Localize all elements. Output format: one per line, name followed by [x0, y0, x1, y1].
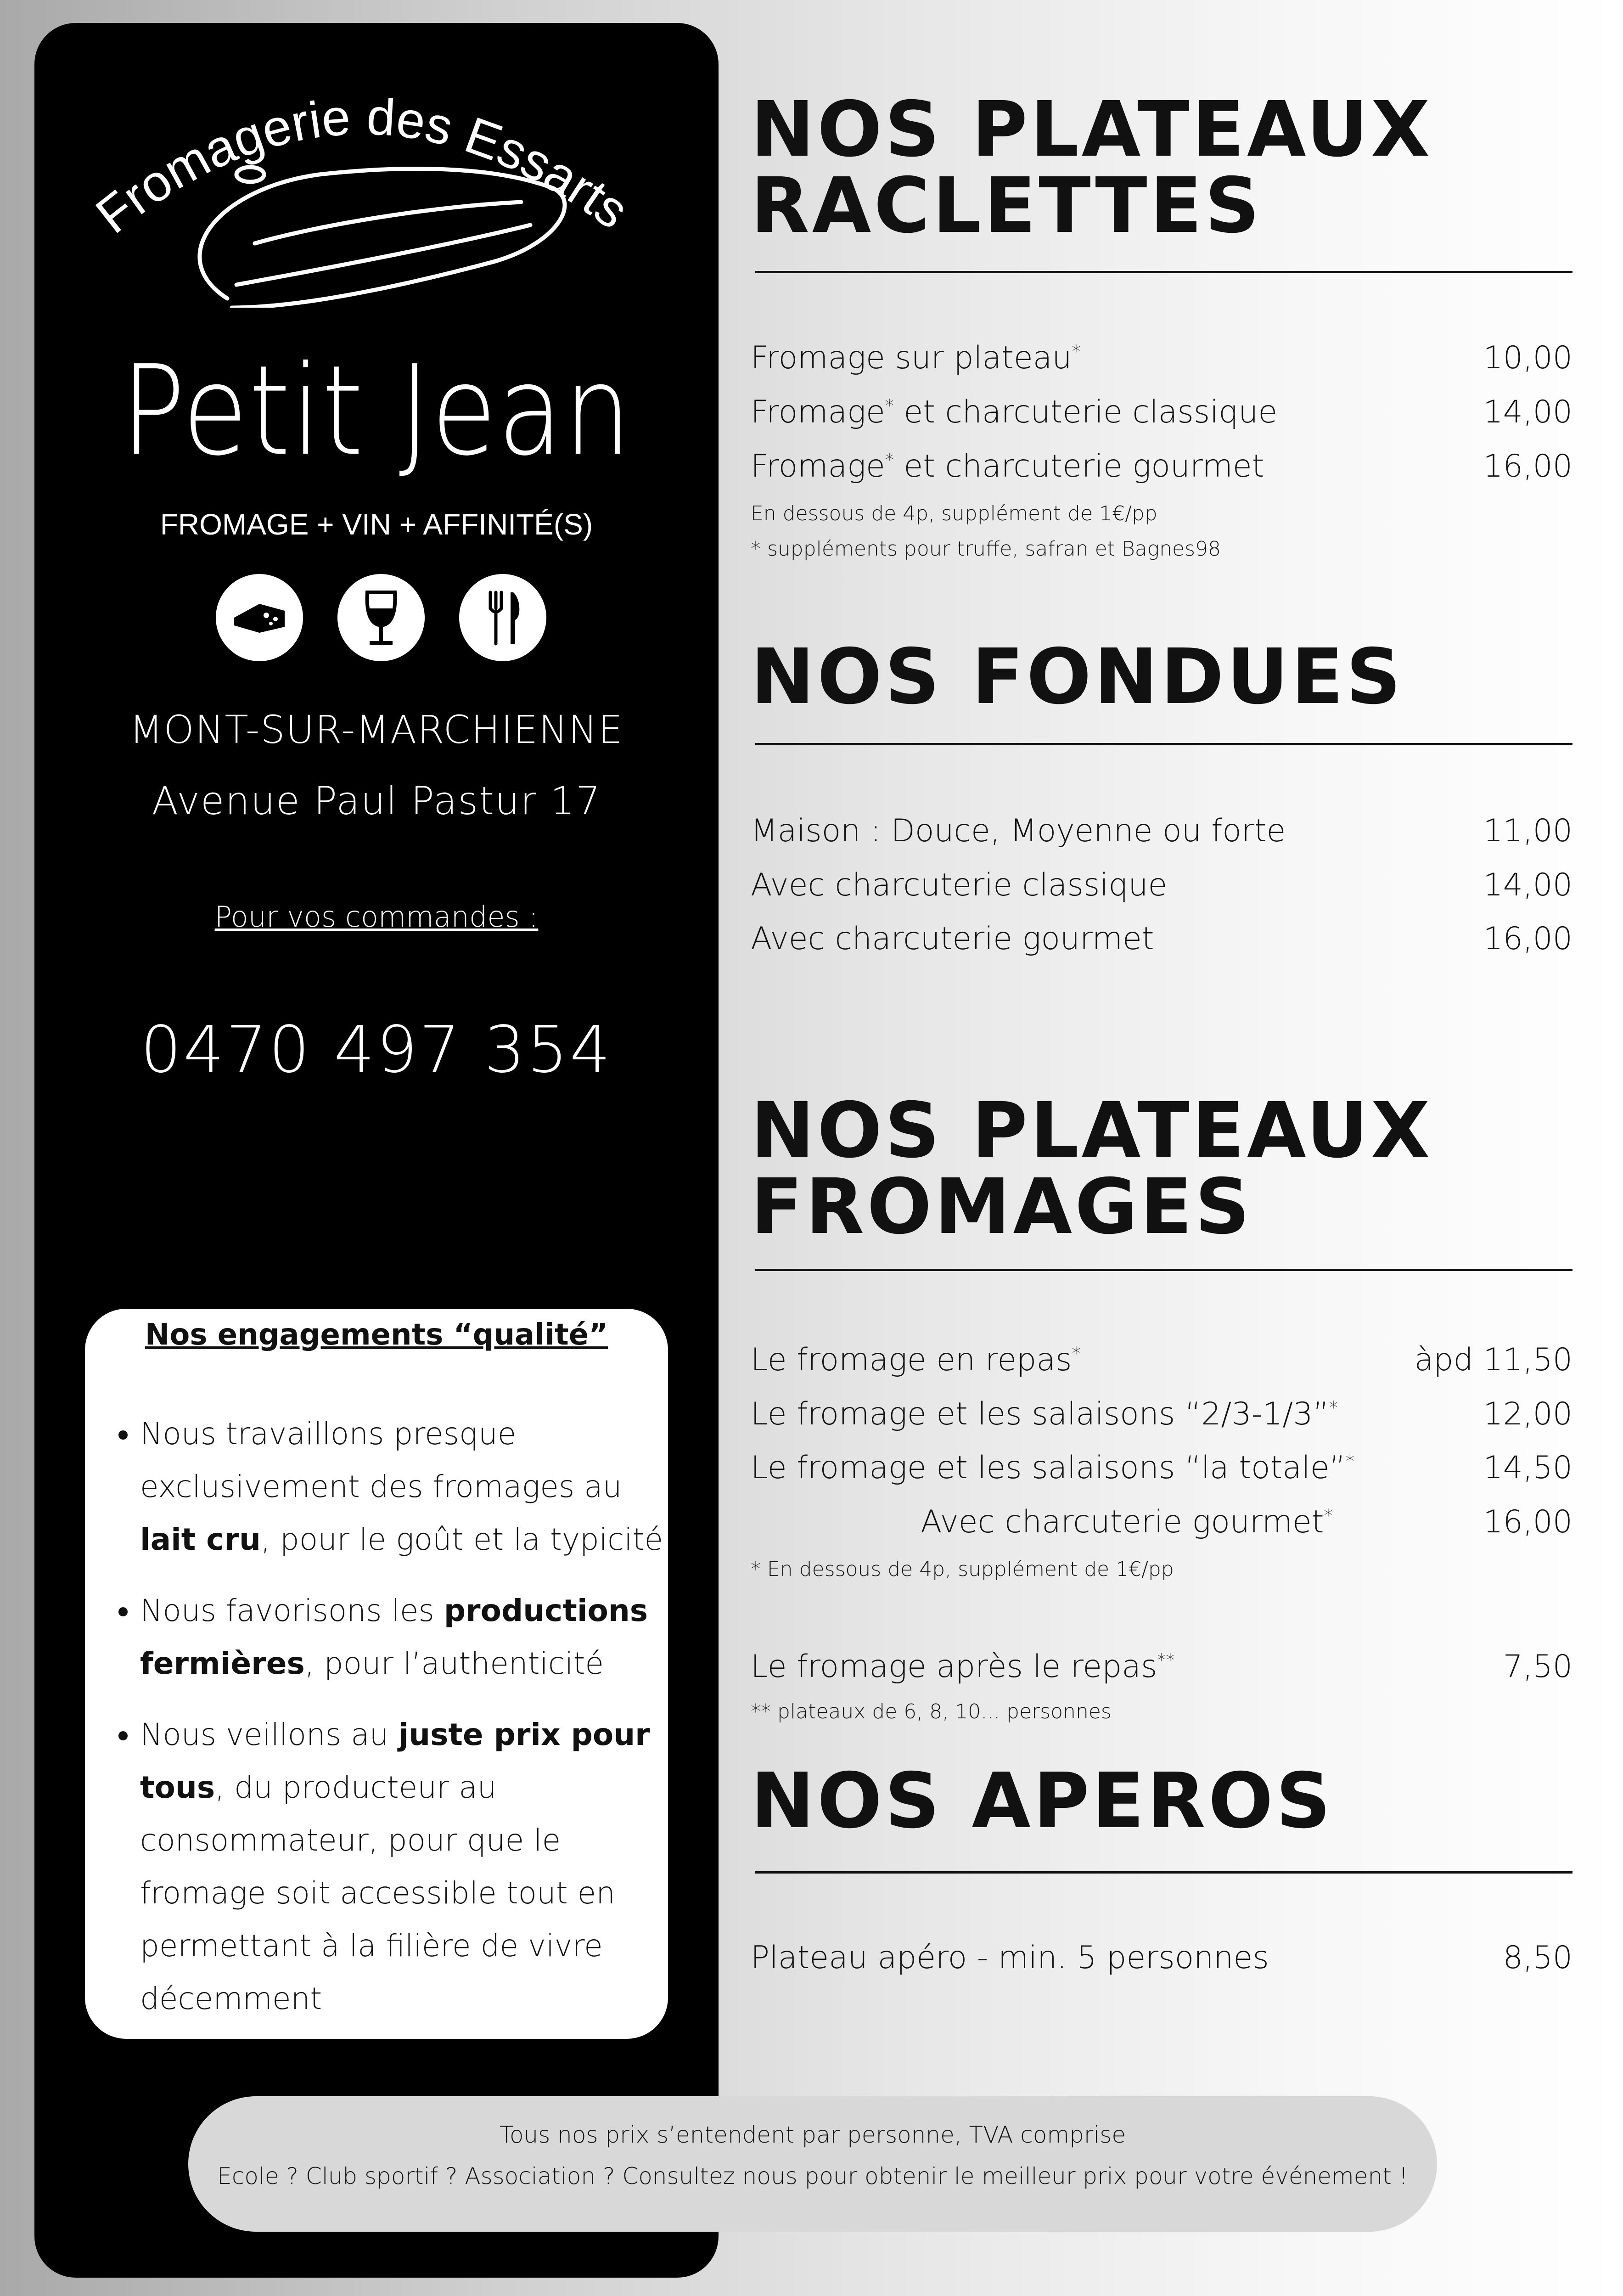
menu-item: Fromage sur plateau* 10,00 [751, 340, 1572, 376]
footer-line-1: Tous nos prix s’entendent par personne, TVA comprise [499, 2122, 1126, 2148]
divider [755, 1269, 1572, 1271]
footer-banner [188, 2096, 1437, 2232]
footer-line-2: Ecole ? Club sportif ? Association ? Consultez nous pour obtenir le meilleur prix pour votre événement ! [217, 2163, 1408, 2189]
brand-icons [216, 574, 546, 661]
price: 12,00 [1483, 1396, 1572, 1432]
divider [755, 743, 1572, 745]
price: àpd 11,50 [1414, 1342, 1572, 1378]
quality-item: • Nous veillons au juste prix pour tous, du producteur au consommateur, pour que le fromage soit accessible tout en permettant à la filière de vivre décemment [140, 1708, 682, 2025]
price: 14,00 [1483, 394, 1572, 430]
phone-number[interactable]: 0470 497 354 [140, 1013, 612, 1087]
brand-tagline: FROMAGE + VIN + AFFINITÉ(S) [160, 508, 593, 541]
brand-name: Petit Jean [121, 338, 632, 483]
price: 16,00 [1483, 921, 1572, 957]
menu-item: Avec charcuterie gourmet* 16,00 [921, 1504, 1572, 1540]
section-title-raclettes: NOS PLATEAUX RACLETTES [751, 85, 1433, 250]
menu-item: Plateau apéro - min. 5 personnes 8,50 [751, 1940, 1572, 1976]
quality-list [112, 1407, 682, 2043]
section-title-aperos: NOS APEROS [751, 1757, 1334, 1846]
menu-item: Le fromage en repas* àpd 11,50 [751, 1342, 1572, 1378]
menu-item: Le fromage et les salaisons “2/3-1/3”* 12,00 [751, 1396, 1572, 1432]
quality-item: • Nous travaillons presque exclusivement des fromages au lait cru, pour le goût et la typicité [140, 1407, 682, 1566]
menu-item: Le fromage et les salaisons “la totale”* 14,50 [751, 1450, 1572, 1486]
address: Avenue Paul Pastur 17 [152, 778, 601, 823]
menu-item: Maison : Douce, Moyenne ou forte 11,00 [751, 813, 1572, 849]
cheese-icon [216, 574, 303, 661]
price: 14,00 [1483, 867, 1572, 903]
footnote: ** plateaux de 6, 8, 10... personnes [751, 1700, 1112, 1723]
orders-label: Pour vos commandes : [214, 900, 539, 934]
city: MONT-SUR-MARCHIENNE [129, 707, 623, 752]
footnote: * En dessous de 4p, supplément de 1€/pp [751, 1558, 1174, 1581]
brand-logo [80, 51, 677, 308]
menu-item: Avec charcuterie gourmet 16,00 [751, 921, 1572, 957]
price: 10,00 [1483, 340, 1572, 376]
cheese-wedge-logo-icon [200, 167, 565, 308]
menu-item: Avec charcuterie classique 14,00 [751, 867, 1572, 903]
quality-commitments-box [85, 1309, 668, 2039]
footnote: En dessous de 4p, supplément de 1€/pp [751, 502, 1157, 525]
price: 11,00 [1483, 813, 1572, 849]
price: 14,50 [1483, 1450, 1572, 1486]
menu-item: Fromage* et charcuterie classique 14,00 [751, 394, 1572, 430]
wine-glass-icon [337, 574, 425, 661]
brand-arc-text: Fromagerie des Essarts [85, 87, 639, 244]
menu-item: Fromage* et charcuterie gourmet 16,00 [751, 448, 1572, 484]
price: 8,50 [1503, 1940, 1572, 1976]
divider [755, 1871, 1572, 1874]
footnote: * suppléments pour truffe, safran et Bagnes98 [751, 537, 1221, 561]
section-title-fondues: NOS FONDUES [751, 633, 1404, 721]
price: 16,00 [1483, 448, 1572, 484]
price: 16,00 [1483, 1504, 1572, 1540]
quality-item: • Nous favorisons les productions fermières, pour l’authenticité [140, 1584, 682, 1690]
section-title-fromages: NOS PLATEAUX FROMAGES [751, 1086, 1433, 1251]
divider [755, 271, 1572, 273]
price: 7,50 [1503, 1649, 1572, 1685]
fork-knife-icon [459, 574, 546, 661]
menu-item: Le fromage après le repas** 7,50 [751, 1649, 1572, 1685]
quality-title: Nos engagements “qualité” [145, 1318, 608, 1352]
